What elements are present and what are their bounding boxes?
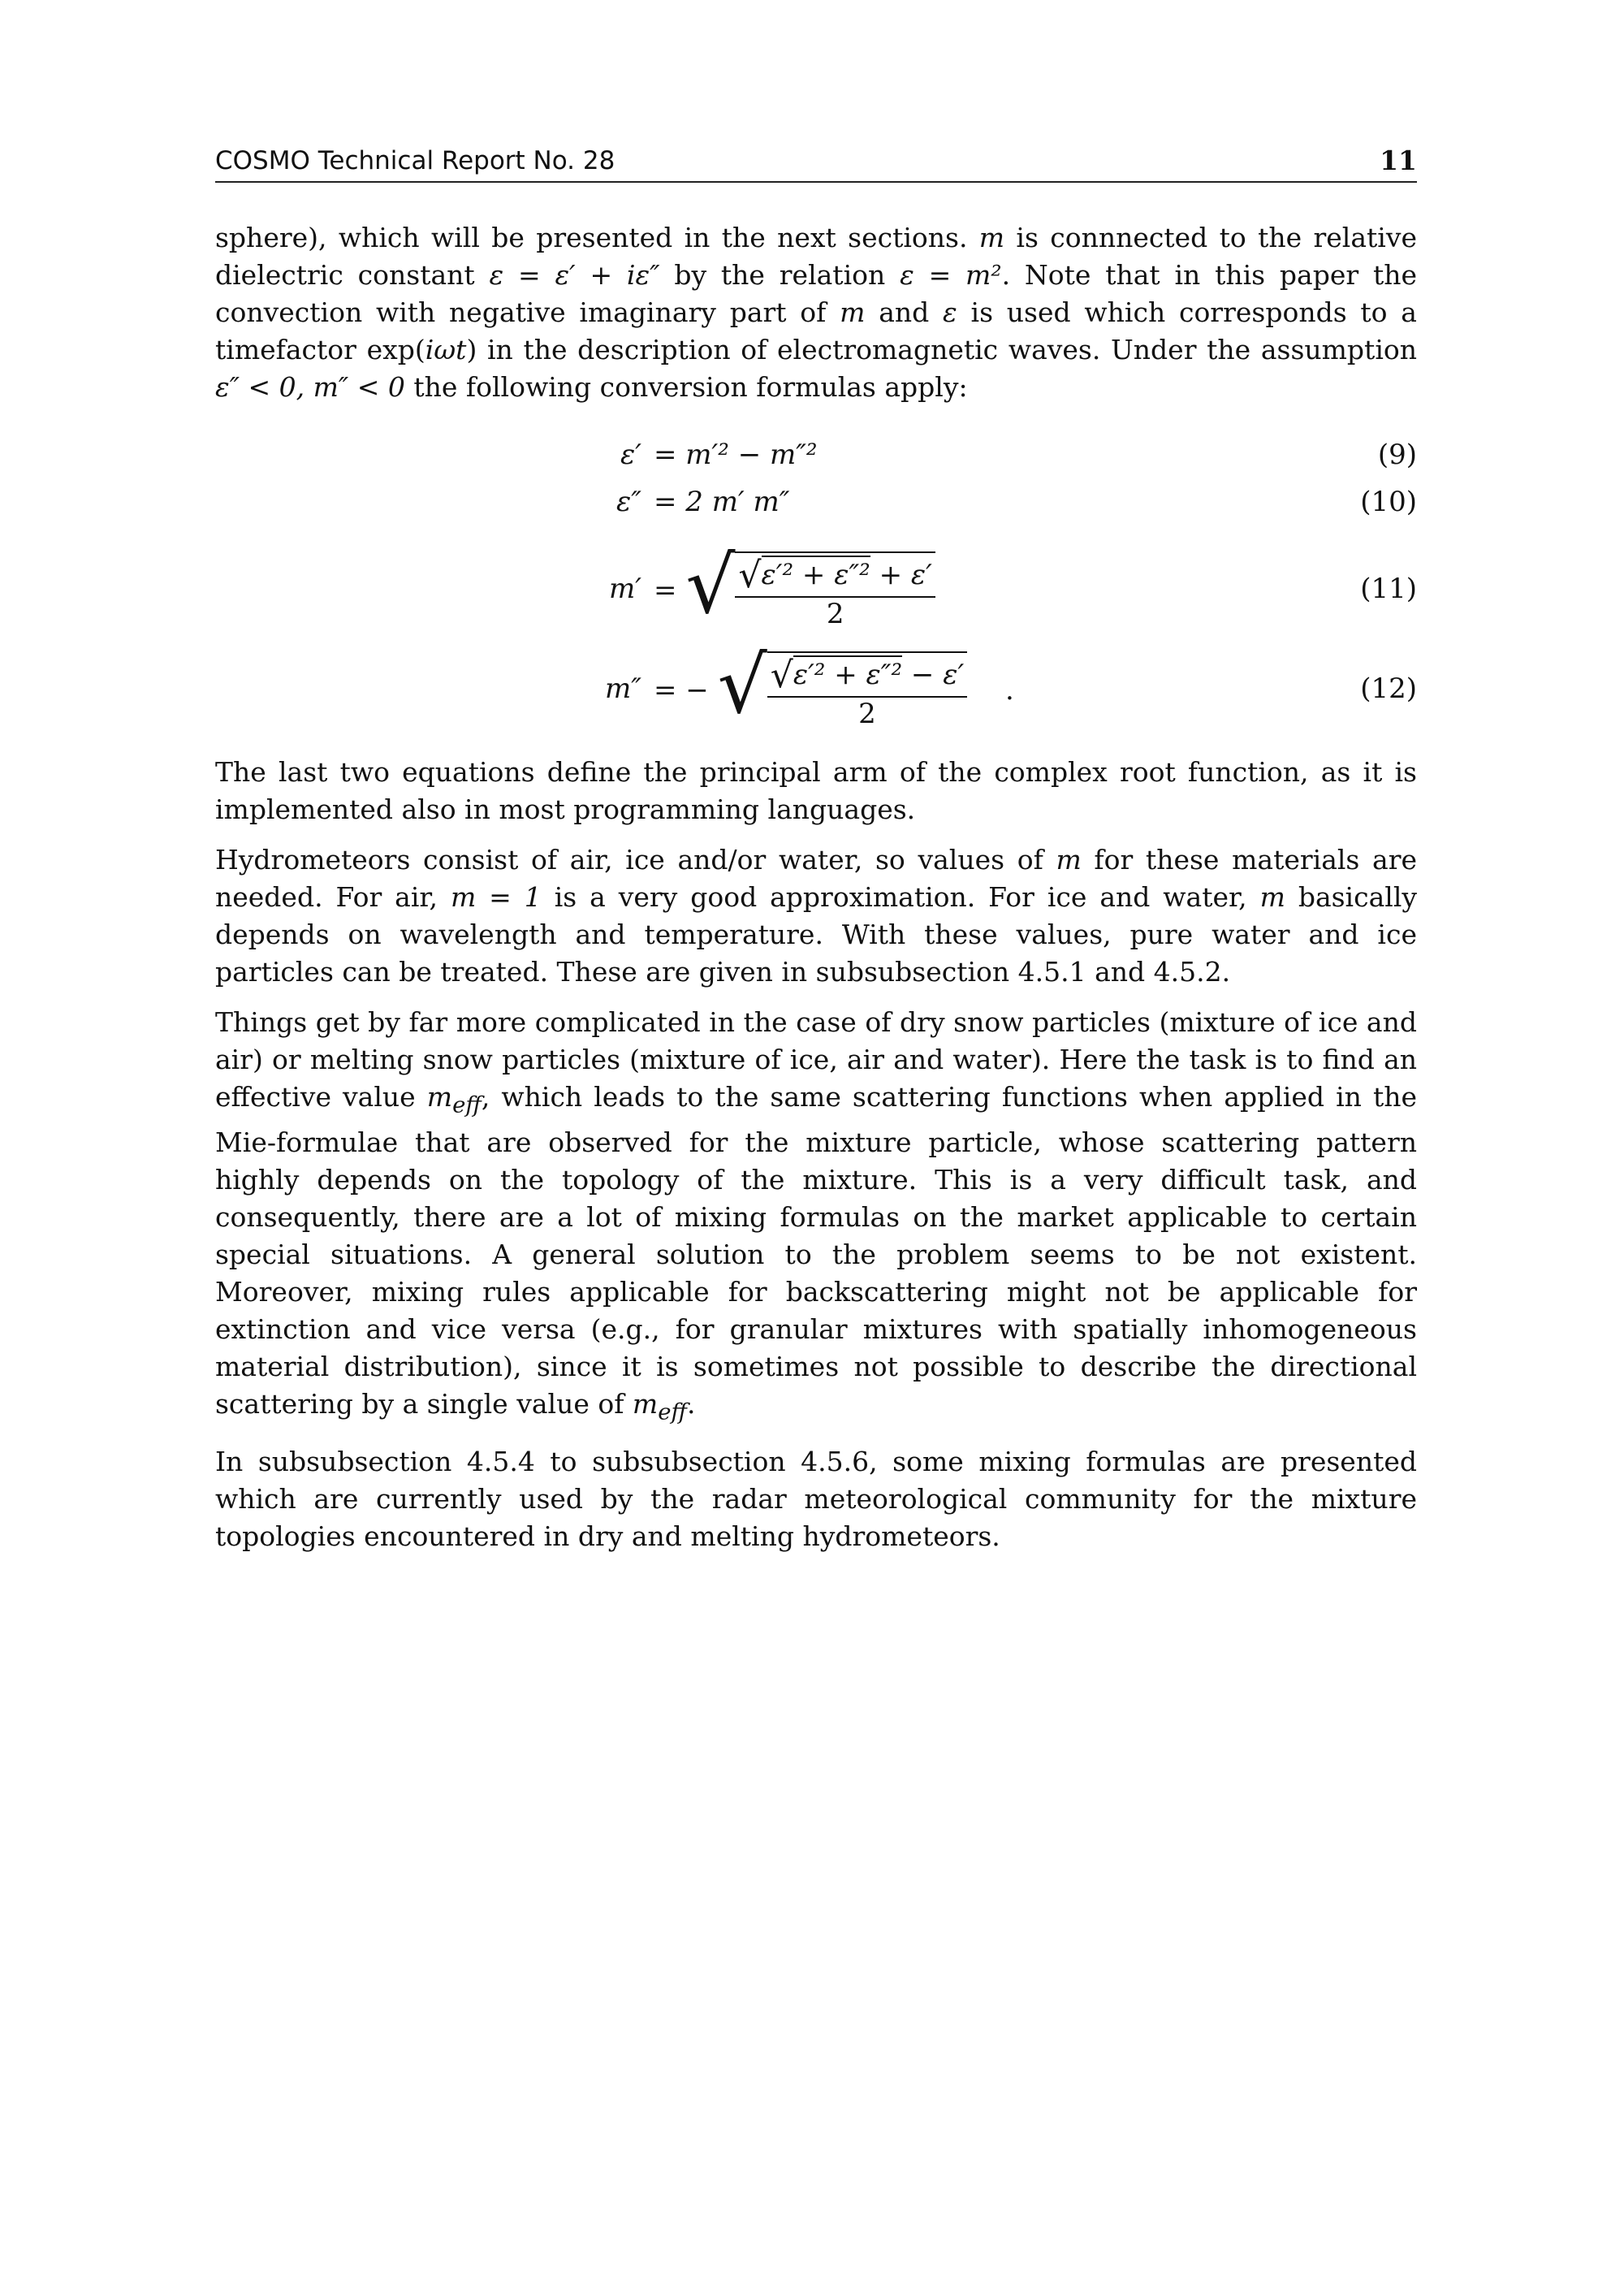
equation-number: (12) <box>1360 672 1417 705</box>
fraction: $\frac{\text{√ε′² + ε″² + ε′}}{2}$ <box>735 555 935 630</box>
main-text <box>215 754 1417 1568</box>
paragraph-4: Things get by far more complicated in the case of dry snow particles (mixture of ice and air) or melting snow particles (mixture of ice, air and water). Here the task is to find an effective value $m_{eff}$, which leads to the same scattering functions when applied in the Mie-formulae that are observed for the mixture particle, whose scattering pattern highly depends on the topology of the mixture. This is a very difficult task, and consequently, there are a lot of mixing formulas on the market applicable to certain special situations. A general solution to the problem seems to be not existent. Moreover, mixing rules applicable for backscattering might not be applicable for extinction and vice versa (e.g., for granular mixtures with spatially inhomogeneous material distribution), since it is sometimes not possible to describe the directional scattering by a single value of $m_{eff}$. <box>215 1006 1417 1425</box>
fraction: $\frac{\text{√ε′² + ε″² − ε′}}{2}$ <box>767 655 967 730</box>
sqrt-symbol: √ <box>685 540 736 631</box>
equation-number: (10) <box>1360 486 1417 518</box>
equation-number: (11) <box>1360 573 1417 605</box>
paragraph-2: The last two equations define the principal arm of the complex root function, as it is implemented also in most programming languages. <box>215 756 1417 825</box>
paragraph-1: sphere), which will be presented in the next sections. m is connnected to the relative dielectric constant ε = ε′ + iε″ by the relation ε = m². Note that in this paper the convection with negative imaginary part of m and ε is used which corresponds to a timefactor exp(iωt) in the description of electromagnetic waves. Under the assumption ε″ < 0, m″ < 0 the following conversion formulas apply: <box>215 222 1418 403</box>
page-header <box>215 145 1417 183</box>
equation-12: m″ = − √ $\frac{\text{√ε′² + ε″² − ε′}}{2}$ . (12) <box>605 640 1417 731</box>
intro-paragraph <box>215 219 1417 419</box>
equation-number: (9) <box>1377 439 1417 471</box>
equation-11: m′ = √ $\frac{\text{√ε′² + ε″² + ε′}}{2}$ (11) <box>609 540 1417 631</box>
paragraph-5: In subsubsection 4.5.4 to subsubsection 4.5.6, some mixing formulas are presented which are currently used by the radar meteorological community for the mixture topologies encountered in dry and melting hydrometeors. <box>215 1446 1417 1553</box>
paragraph-3: Hydrometeors consist of air, ice and/or water, so values of m for these materials are needed. For air, m = 1 is a very good approximation. For ice and water, m basically depends on wavelength and temperature. With these values, pure water and ice particles can be treated. These are given in subsubsection 4.5.1 and 4.5.2. <box>215 844 1418 988</box>
page-number: 11 <box>1380 145 1417 176</box>
report-title: COSMO Technical Report No. 28 <box>215 146 615 175</box>
equation-block: ε′ = m′² − m″² (9) ε″ = 2 m′ m″ (10) m′ = √ $\frac{\text{√ε′² + ε″² + ε′}}{2}$ (11) m″ = − √ $\frac{\text{√ε′² + ε″² − ε′}}{2}$ . (12) <box>215 430 1417 739</box>
sqrt-symbol: √ <box>717 640 767 731</box>
